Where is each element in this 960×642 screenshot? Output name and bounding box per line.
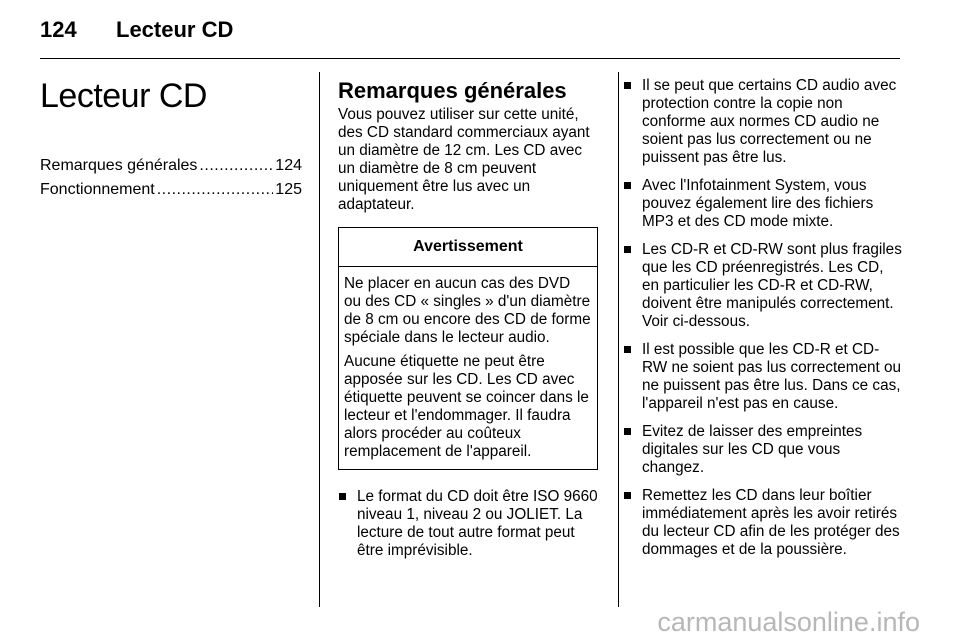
list-item-text: Avec l'Infotainment System, vous pouvez également lire des fichiers MP3 et des CD mode mixte. (642, 177, 874, 230)
warning-paragraph: Aucune étiquette ne peut être apposée sur les CD. Les CD avec étiquette peuvent se coincer dans le lecteur et l'endommager. Il faudra alors procéder au coûteux remplacement de l'appareil. (344, 353, 589, 460)
running-title: Lecteur CD (116, 17, 234, 42)
toc-entry-page: 125 (275, 181, 302, 198)
toc-entry-remarques[interactable] (40, 154, 302, 178)
list-item-text: Evitez de laisser des empreintes digitales sur les CD que vous changez. (642, 423, 863, 476)
warning-body (339, 267, 597, 469)
table-of-contents (40, 154, 302, 202)
bullet-square-icon (624, 182, 631, 189)
column-divider-1 (319, 72, 320, 607)
list-item-text: Les CD-R et CD-RW sont plus fragiles que les CD préenregistrés. Les CD, en particulier les CD-R et CD-RW, doivent être manipulés correctement. Voir ci-dessous. (642, 241, 902, 330)
section-intro: Vous pouvez utiliser sur cette unité, des CD standard commerciaux ayant un diamètre de 12 cm. Les CD avec un diamètre de 8 cm peuvent uniquement être lus avec un adaptateur. (338, 106, 590, 213)
section-column (338, 70, 600, 570)
warning-paragraph: Ne placer en aucun cas des DVD ou des CD « singles » d'un diamètre de 8 cm ou encore des CD de forme spéciale dans le lecteur audio. (344, 275, 591, 346)
bullet-square-icon (624, 346, 631, 353)
section-title: Remarques générales (338, 78, 567, 103)
list-item-text: Le format du CD doit être ISO 9660 niveau 1, niveau 2 ou JOLIET. La lecture de tout autre format peut être imprévisible. (357, 488, 598, 559)
bullet-square-icon (339, 493, 346, 500)
bullet-list (623, 77, 903, 559)
page-number: 124 (40, 17, 77, 42)
chapter-column (40, 70, 302, 202)
column-divider-2 (618, 72, 619, 607)
toc-entry-label: Remarques générales (40, 157, 198, 174)
warning-box (338, 227, 598, 470)
bullet-square-icon (624, 246, 631, 253)
bullet-list (338, 488, 600, 560)
chapter-title: Lecteur CD (40, 77, 207, 115)
list-item (623, 77, 903, 167)
header-divider (40, 58, 900, 59)
watermark: carmanualsonline.info (657, 607, 920, 637)
list-item (623, 341, 903, 413)
toc-entry-page: 124 (275, 157, 302, 174)
toc-entry-label: Fonctionnement (40, 181, 155, 198)
bullet-square-icon (624, 82, 631, 89)
list-item (623, 487, 903, 559)
list-item (623, 177, 903, 231)
toc-leader-dots (157, 178, 274, 202)
warning-heading: Avertissement (339, 228, 597, 267)
bullet-square-icon (624, 428, 631, 435)
list-item (623, 423, 903, 477)
list-item-text: Il se peut que certains CD audio avec protection contre la copie non conforme aux normes CD audio ne soient pas lus correctement ou ne puissent pas être lus. (642, 77, 897, 166)
list-item-text: Il est possible que les CD-R et CD-RW ne soient pas lus correctement ou ne puissent pas être lus. Dans ce cas, l'appareil n'est pas en cause. (642, 341, 902, 412)
running-header (40, 16, 233, 44)
notes-column (623, 70, 903, 569)
list-item (338, 488, 600, 560)
toc-leader-dots (199, 154, 273, 178)
list-item (623, 241, 903, 331)
list-item-text: Remettez les CD dans leur boîtier immédiatement après les avoir retirés du lecteur CD afin de les protéger des dommages et de la poussière. (642, 487, 900, 558)
toc-entry-fonctionnement[interactable] (40, 178, 302, 202)
bullet-square-icon (624, 492, 631, 499)
